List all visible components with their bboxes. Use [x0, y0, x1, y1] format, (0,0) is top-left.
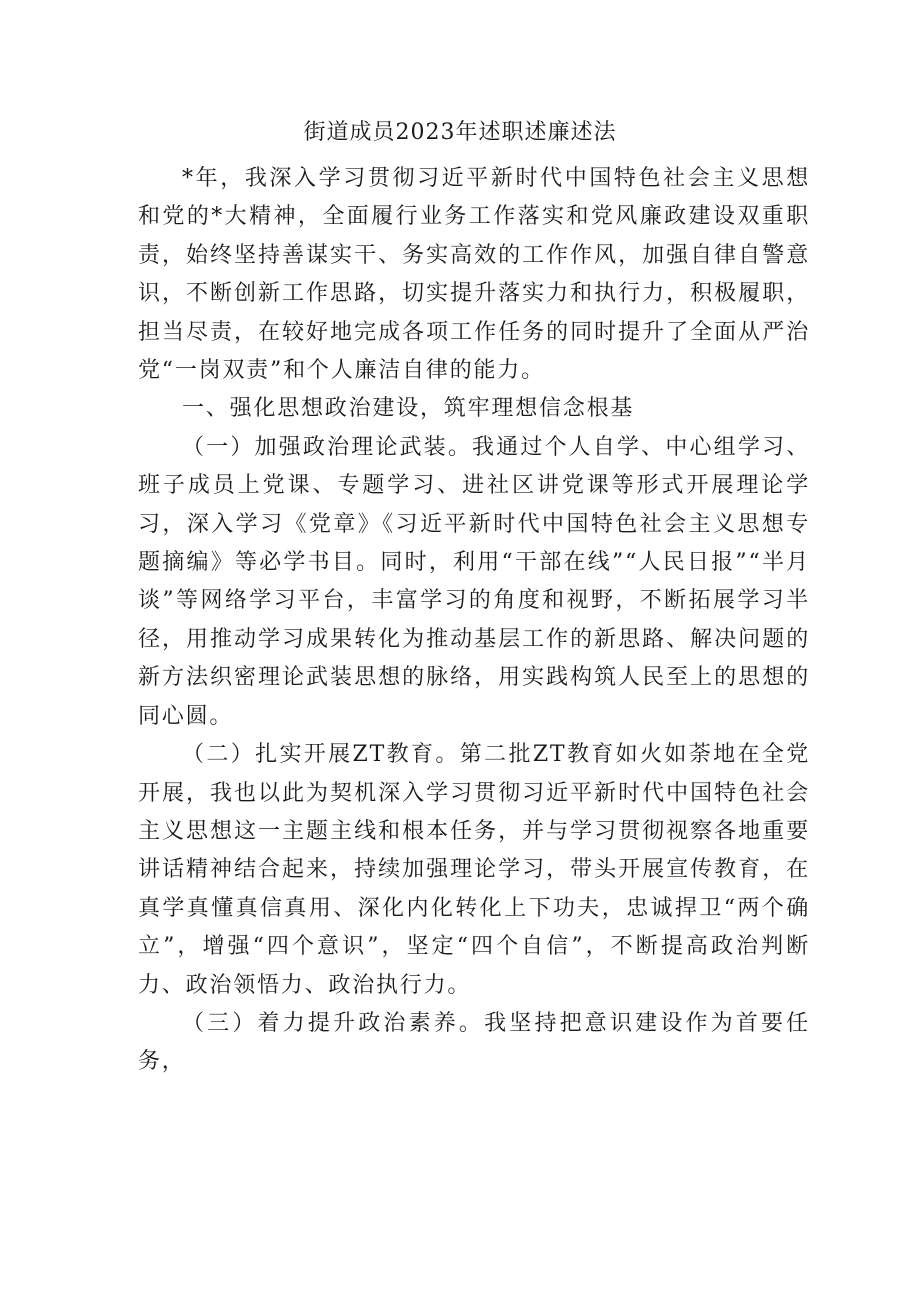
- section-heading-1: 一、强化思想政治建设，筑牢理想信念根基: [182, 396, 635, 422]
- subsection-paragraph-1: （一）加强政治理论武装。我通过个人自学、中心组学习、班子成员上党课、专题学习、进社区讲党课等形式开展理论学习，深入学习《党章》《习近平新时代中国特色社会主义思想专题摘编》等必学书目。同时，利用“干部在线”“人民日报”“半月谈”等网络学习平台，丰富学习的角度和视野，不断拓展学习半径，用推动学习成果转化为推动基层工作的新思路、解决问题的新方法织密理论武装思想的脉络，用实践构筑人民至上的思想的同心圆。: [138, 434, 810, 729]
- document-title: 街道成员2023年述职述廉述法: [303, 120, 617, 145]
- subsection-paragraph-3: （三）着力提升政治素养。我坚持把意识建设作为首要任务，: [138, 1010, 810, 1075]
- subsection-paragraph-2: （二）扎实开展ZT教育。第二批ZT教育如火如荼地在全党开展，我也以此为契机深入学习贯彻习近平新时代中国特色社会主义思想这一主题主线和根本任务，并与学习贯彻视察各地重要讲话精神结合起来，持续加强理论学习，带头开展宣传教育，在真学真懂真信真用、深化内化转化上下功夫，忠诚捍卫“两个确立”，增强“四个意识”，坚定“四个自信”，不断提高政治判断力、政治领悟力、政治执行力。: [138, 742, 810, 998]
- intro-paragraph: *年，我深入学习贯彻习近平新时代中国特色社会主义思想和党的*大精神，全面履行业务工作落实和党风廉政建设双重职责，始终坚持善谋实干、务实高效的工作作风，加强自律自警意识，不断创新工作思路，切实提升落实力和执行力，积极履职，担当尽责，在较好地完成各项工作任务的同时提升了全面从严治党“一岗双责”和个人廉洁自律的能力。: [138, 166, 810, 384]
- document-body: [138, 160, 810, 1082]
